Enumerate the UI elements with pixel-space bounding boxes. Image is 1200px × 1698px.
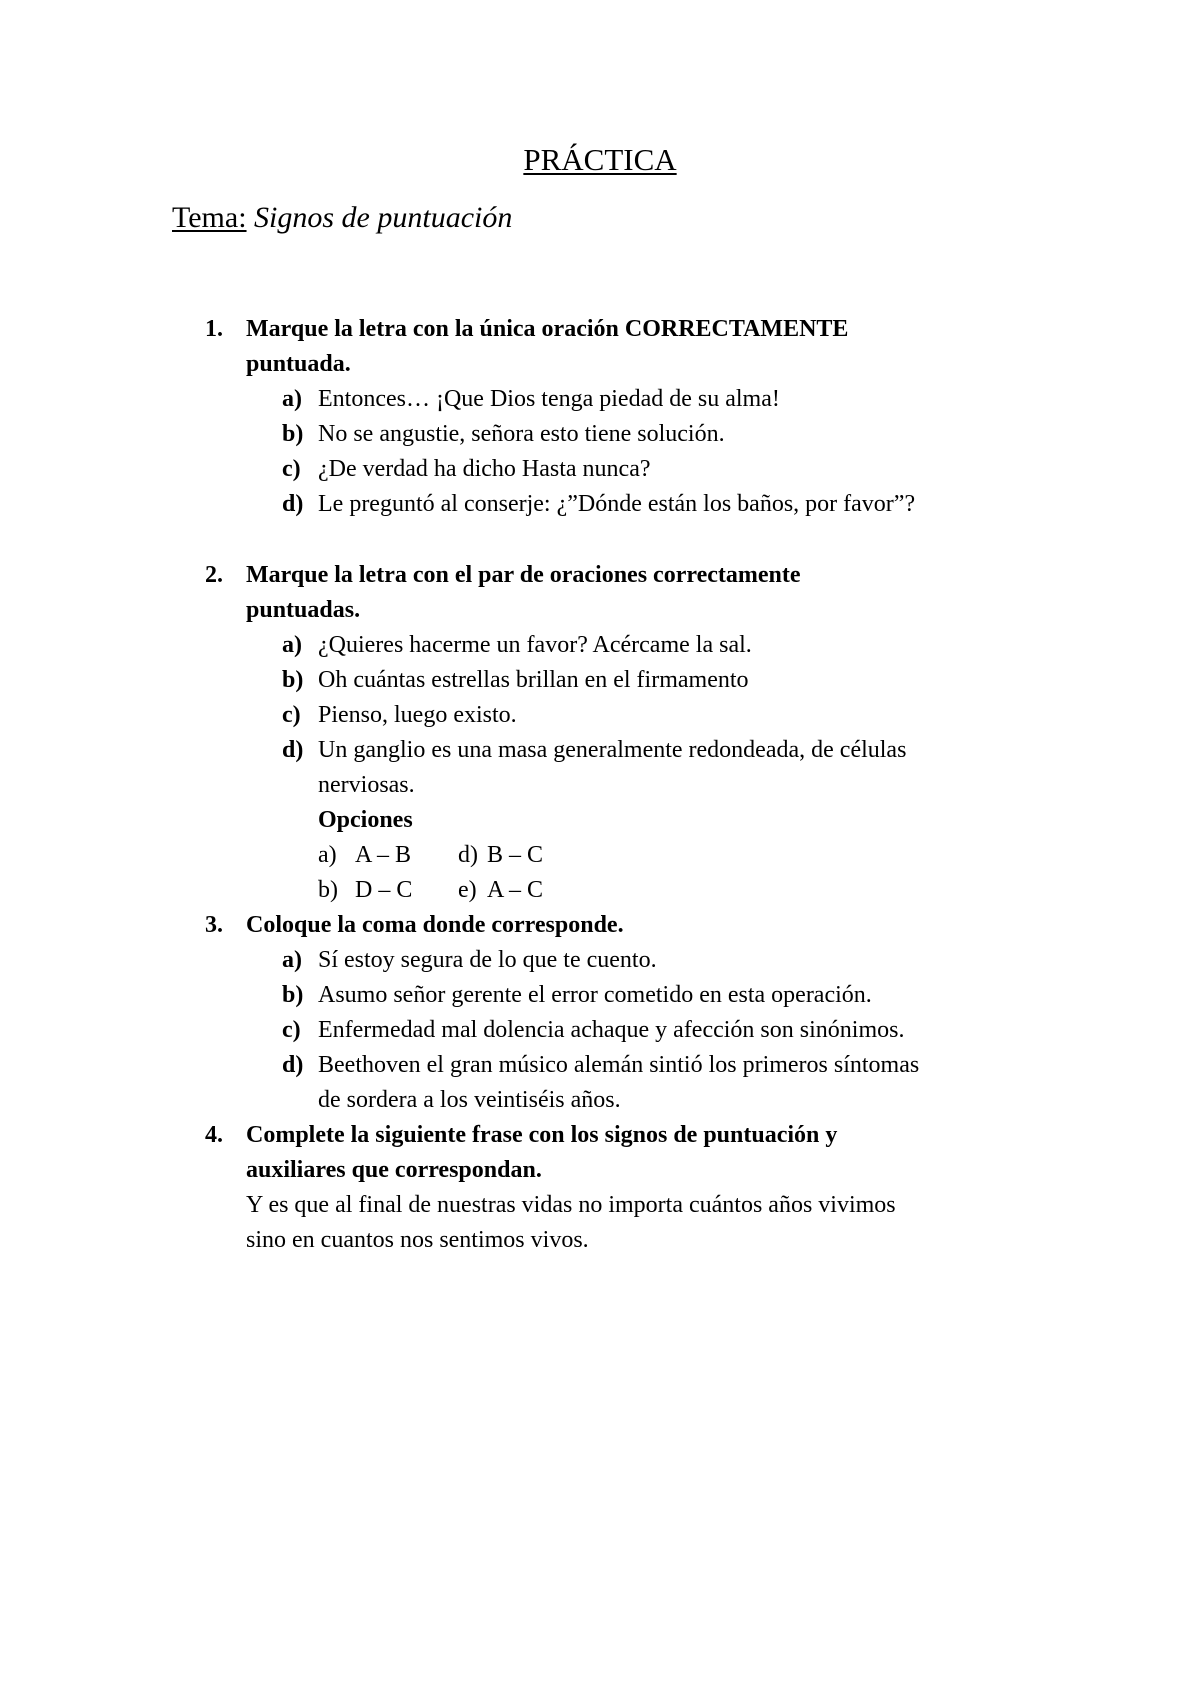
topic-value: Signos de puntuación (254, 201, 513, 234)
option-text: Pienso, luego existo. (318, 702, 517, 728)
question-number: 4. (205, 1122, 223, 1148)
combo-value: D – C (355, 877, 413, 903)
combo-value: A – B (355, 842, 412, 868)
opciones-title: Opciones (318, 807, 413, 833)
option-text: de sordera a los veintiséis años. (318, 1087, 621, 1113)
option-letter: d) (282, 1052, 304, 1078)
question-prompt: Marque la letra con el par de oraciones correctamente (246, 562, 801, 588)
option-text: Oh cuántas estrellas brillan en el firmamento (318, 667, 749, 693)
option-text: Un ganglio es una masa generalmente redondeada, de células (318, 737, 907, 763)
question-prompt: Complete la siguiente frase con los signos de puntuación y (246, 1122, 838, 1148)
question-prompt: Coloque la coma donde corresponde. (246, 912, 624, 938)
option-text: Beethoven el gran músico alemán sintió los primeros síntomas (318, 1052, 920, 1078)
option-letter: b) (282, 421, 304, 447)
combo-label: a) (318, 842, 337, 868)
option-letter: b) (282, 982, 304, 1008)
option-letter: a) (282, 947, 302, 973)
question-prompt: Marque la letra con la única oración CORRECTAMENTE (246, 316, 849, 342)
option-letter: c) (282, 456, 301, 482)
option-letter: c) (282, 1017, 301, 1043)
question-prompt: puntuada. (246, 351, 351, 377)
exercise-sentence: Y es que al final de nuestras vidas no importa cuántos años vivimos (246, 1192, 896, 1218)
topic-line (172, 200, 512, 236)
question-prompt: puntuadas. (246, 597, 361, 623)
option-letter: d) (282, 737, 304, 763)
exercise-sentence: sino en cuantos nos sentimos vivos. (246, 1227, 589, 1253)
combo-label: e) (458, 877, 477, 903)
option-text: Le preguntó al conserje: ¿”Dónde están los baños, por favor”? (318, 491, 916, 517)
question-number: 1. (205, 316, 223, 342)
option-letter: c) (282, 702, 301, 728)
option-letter: b) (282, 667, 304, 693)
option-text: No se angustie, señora esto tiene solución. (318, 421, 725, 447)
combo-value: B – C (487, 842, 544, 868)
option-text: Enfermedad mal dolencia achaque y afección son sinónimos. (318, 1017, 905, 1043)
option-letter: d) (282, 491, 304, 517)
combo-value: A – C (487, 877, 544, 903)
option-text: Entonces… ¡Que Dios tenga piedad de su alma! (318, 386, 780, 412)
option-text: nerviosas. (318, 772, 415, 798)
option-text: Asumo señor gerente el error cometido en esta operación. (318, 982, 872, 1008)
option-letter: a) (282, 632, 302, 658)
page-title: PRÁCTICA (523, 142, 677, 177)
question-number: 3. (205, 912, 223, 938)
question-number: 2. (205, 562, 223, 588)
option-text: ¿Quieres hacerme un favor? Acércame la sal. (318, 632, 752, 658)
topic-label: Tema: (172, 201, 247, 234)
option-letter: a) (282, 386, 302, 412)
option-text: ¿De verdad ha dicho Hasta nunca? (318, 456, 651, 482)
option-text: Sí estoy segura de lo que te cuento. (318, 947, 657, 973)
combo-label: b) (318, 877, 338, 903)
combo-label: d) (458, 842, 478, 868)
question-prompt: auxiliares que correspondan. (246, 1157, 542, 1183)
